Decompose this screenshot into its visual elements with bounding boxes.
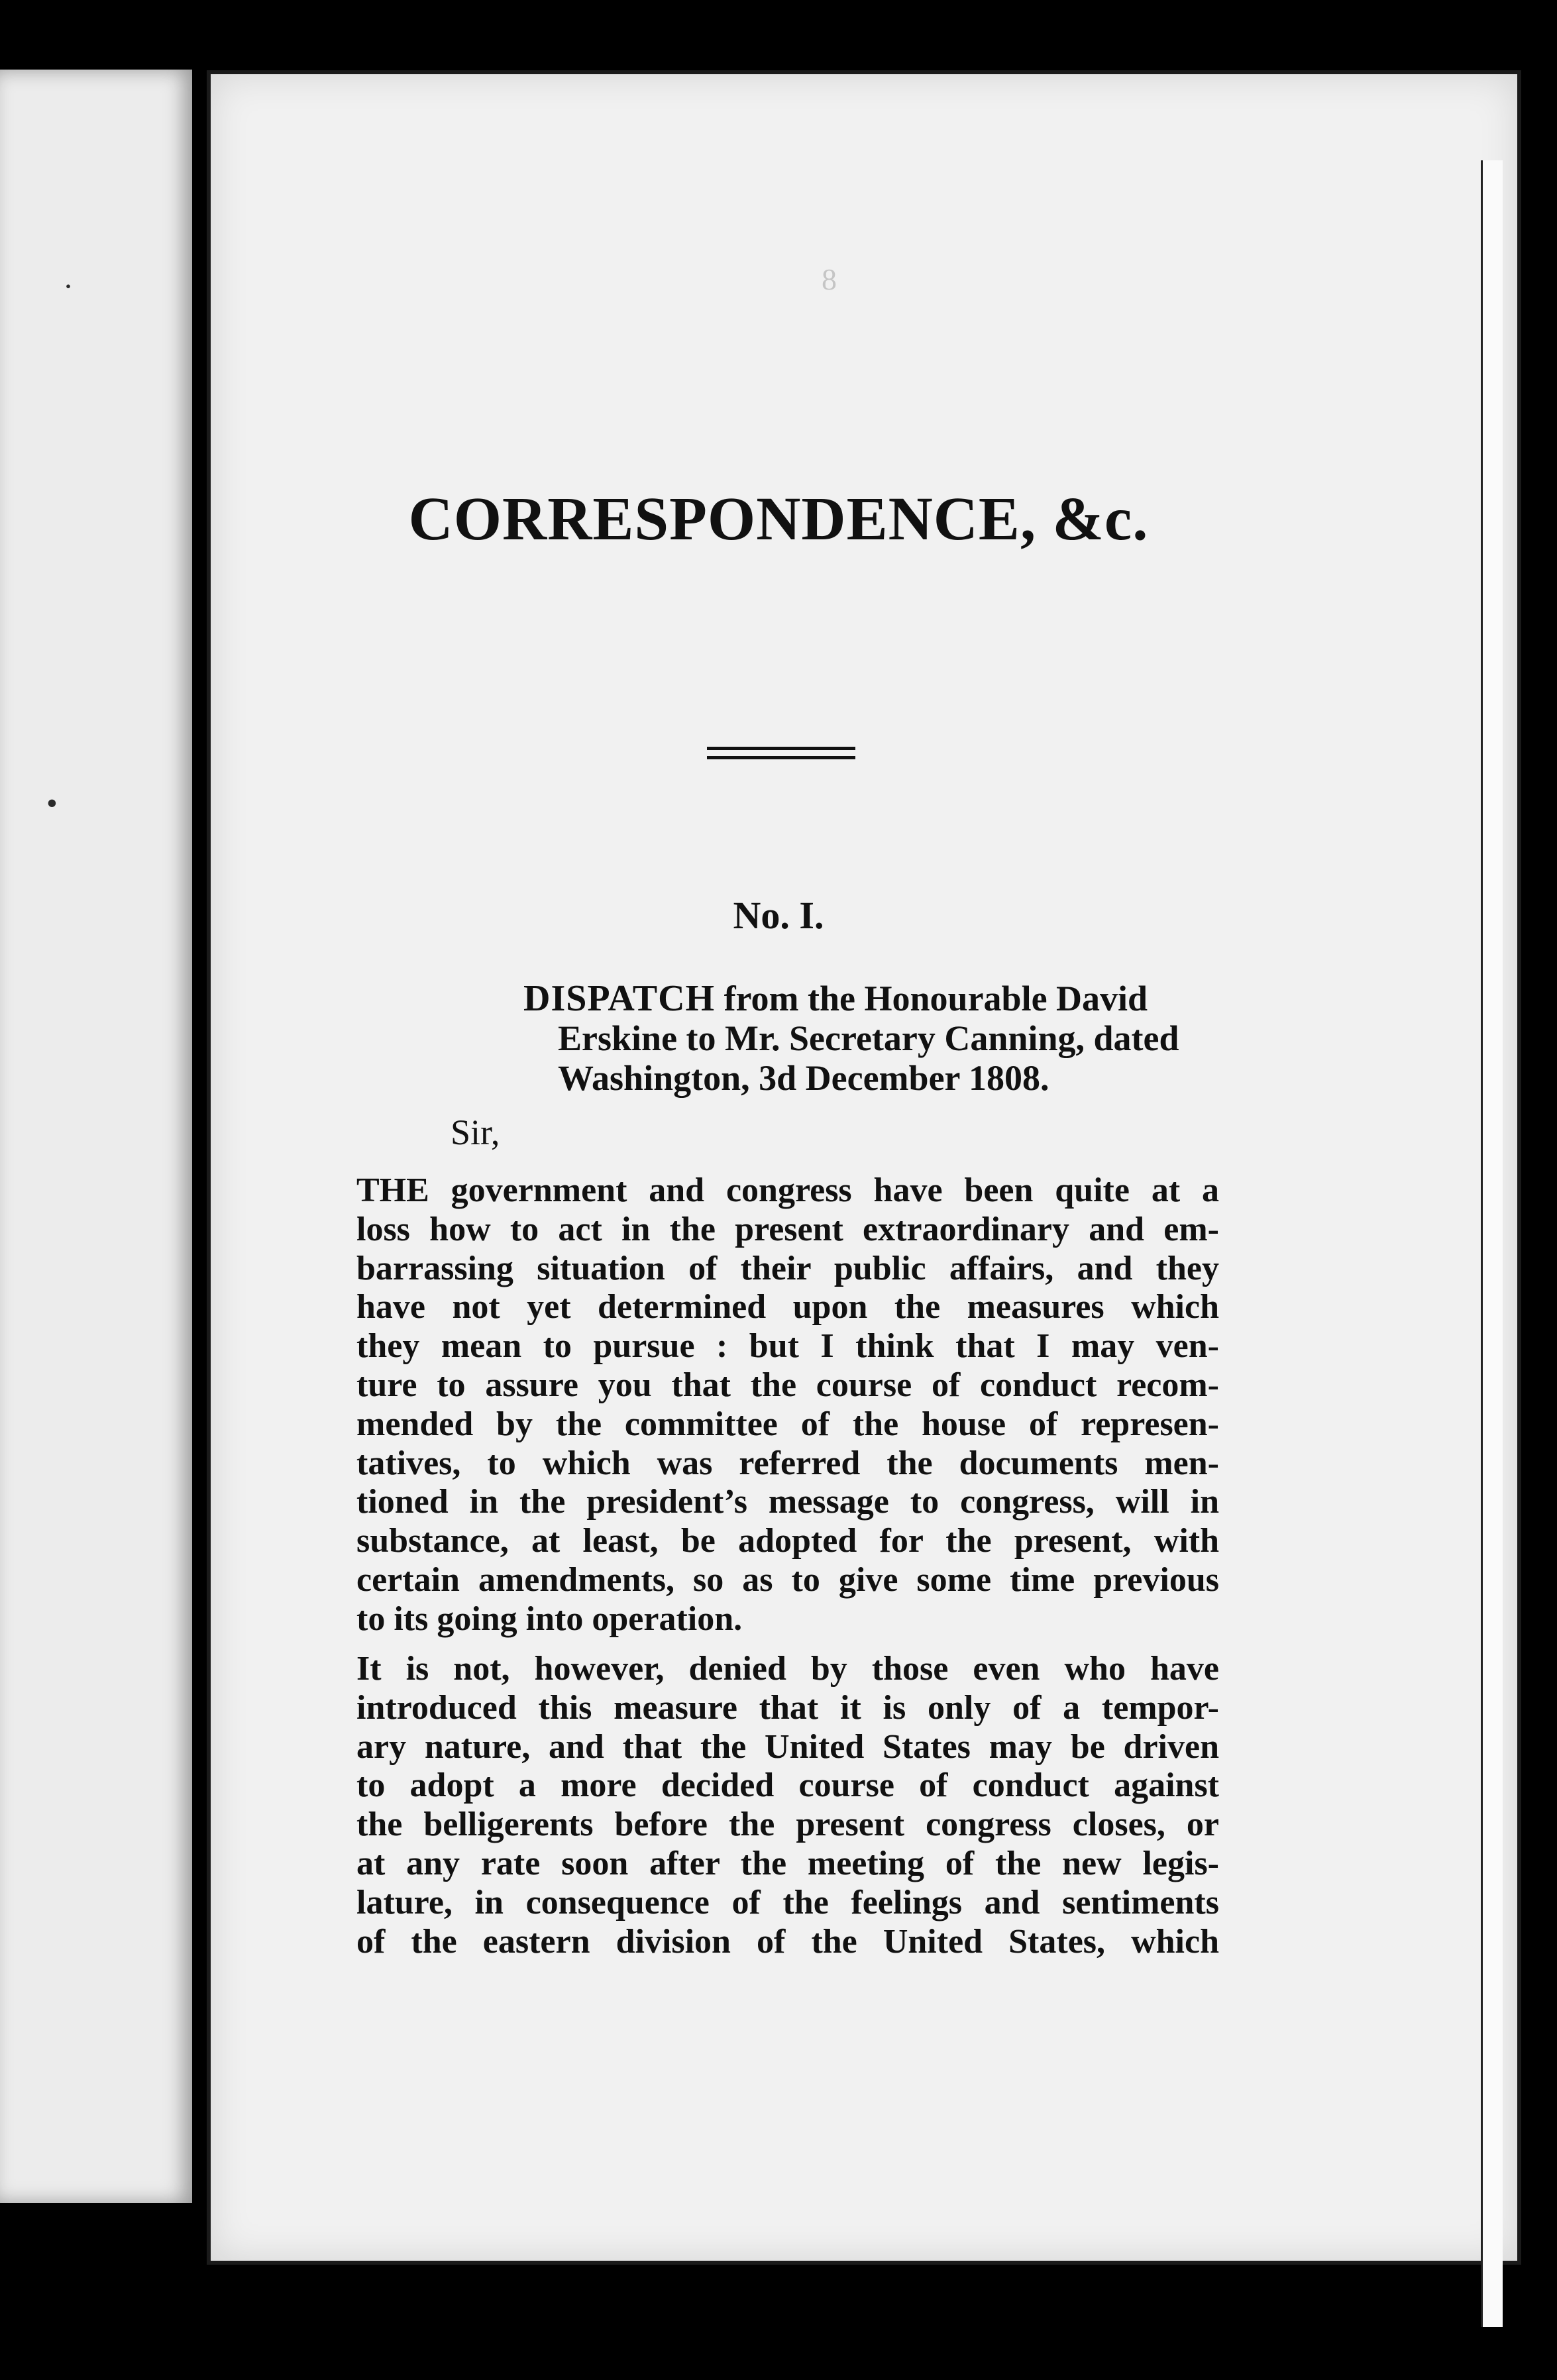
text-line: It is not, however, denied by those even who have — [356, 1650, 1219, 1688]
text-line: of the eastern division of the United States, which — [356, 1922, 1219, 1961]
adjacent-page-edge — [0, 70, 192, 2203]
text-line: THE government and congress have been quite at a — [356, 1171, 1219, 1209]
dispatch-heading-caps: DISPATCH — [523, 978, 716, 1019]
paragraph-2 — [356, 1650, 1219, 1961]
text-line: have not yet determined upon the measures which — [356, 1288, 1219, 1326]
text-line: barrassing situation of their public affairs, and they — [356, 1249, 1219, 1287]
text-line: lature, in consequence of the feelings and sentiments — [356, 1883, 1219, 1921]
text-line: certain amendments, so as to give some time previous — [356, 1560, 1219, 1599]
text-line: introduced this measure that it is only of a tempor- — [356, 1688, 1219, 1727]
adjacent-page-mark: • — [46, 786, 58, 821]
text-line: at any rate soon after the meeting of the new legis- — [356, 1844, 1219, 1882]
title-rule-top — [707, 747, 855, 750]
text-line: tioned in the president’s message to congress, will in — [356, 1483, 1219, 1521]
text-line: the belligerents before the present congress closes, or — [356, 1806, 1219, 1844]
text-line: to its going into operation. — [356, 1599, 743, 1638]
text-line: ture to assure you that the course of conduct recom- — [356, 1366, 1219, 1404]
dispatch-heading-line: Washington, 3d December 1808. — [558, 1058, 1049, 1098]
page-number: 8 — [822, 262, 837, 296]
text-line: to adopt a more decided course of conduct against — [356, 1766, 1219, 1805]
dispatch-heading-rest: from the Honourable David — [724, 979, 1148, 1018]
section-number: No. I. — [733, 894, 824, 937]
text-line: substance, at least, be adopted for the present, with — [356, 1522, 1219, 1560]
text-line: they mean to pursue : but I think that I may ven- — [356, 1327, 1219, 1366]
page-title: CORRESPONDENCE, &c. — [408, 485, 1149, 553]
dispatch-heading-line — [523, 979, 1226, 1018]
adjacent-page-mark: · — [63, 269, 74, 304]
dispatch-heading-line: Erskine to Mr. Secretary Canning, dated — [558, 1018, 1179, 1058]
text-line: tatives, to which was referred the documents men- — [356, 1444, 1219, 1482]
text-line: ary nature, and that the United States may be driven — [356, 1727, 1219, 1766]
salutation: Sir, — [451, 1112, 500, 1152]
dispatch-heading — [523, 979, 1226, 1098]
title-rule-bottom — [707, 756, 855, 759]
paragraph-1 — [356, 1171, 1219, 1639]
text-line: loss how to act in the present extraordinary and em- — [356, 1210, 1219, 1248]
text-line: mended by the committee of the house of represen- — [356, 1405, 1219, 1443]
